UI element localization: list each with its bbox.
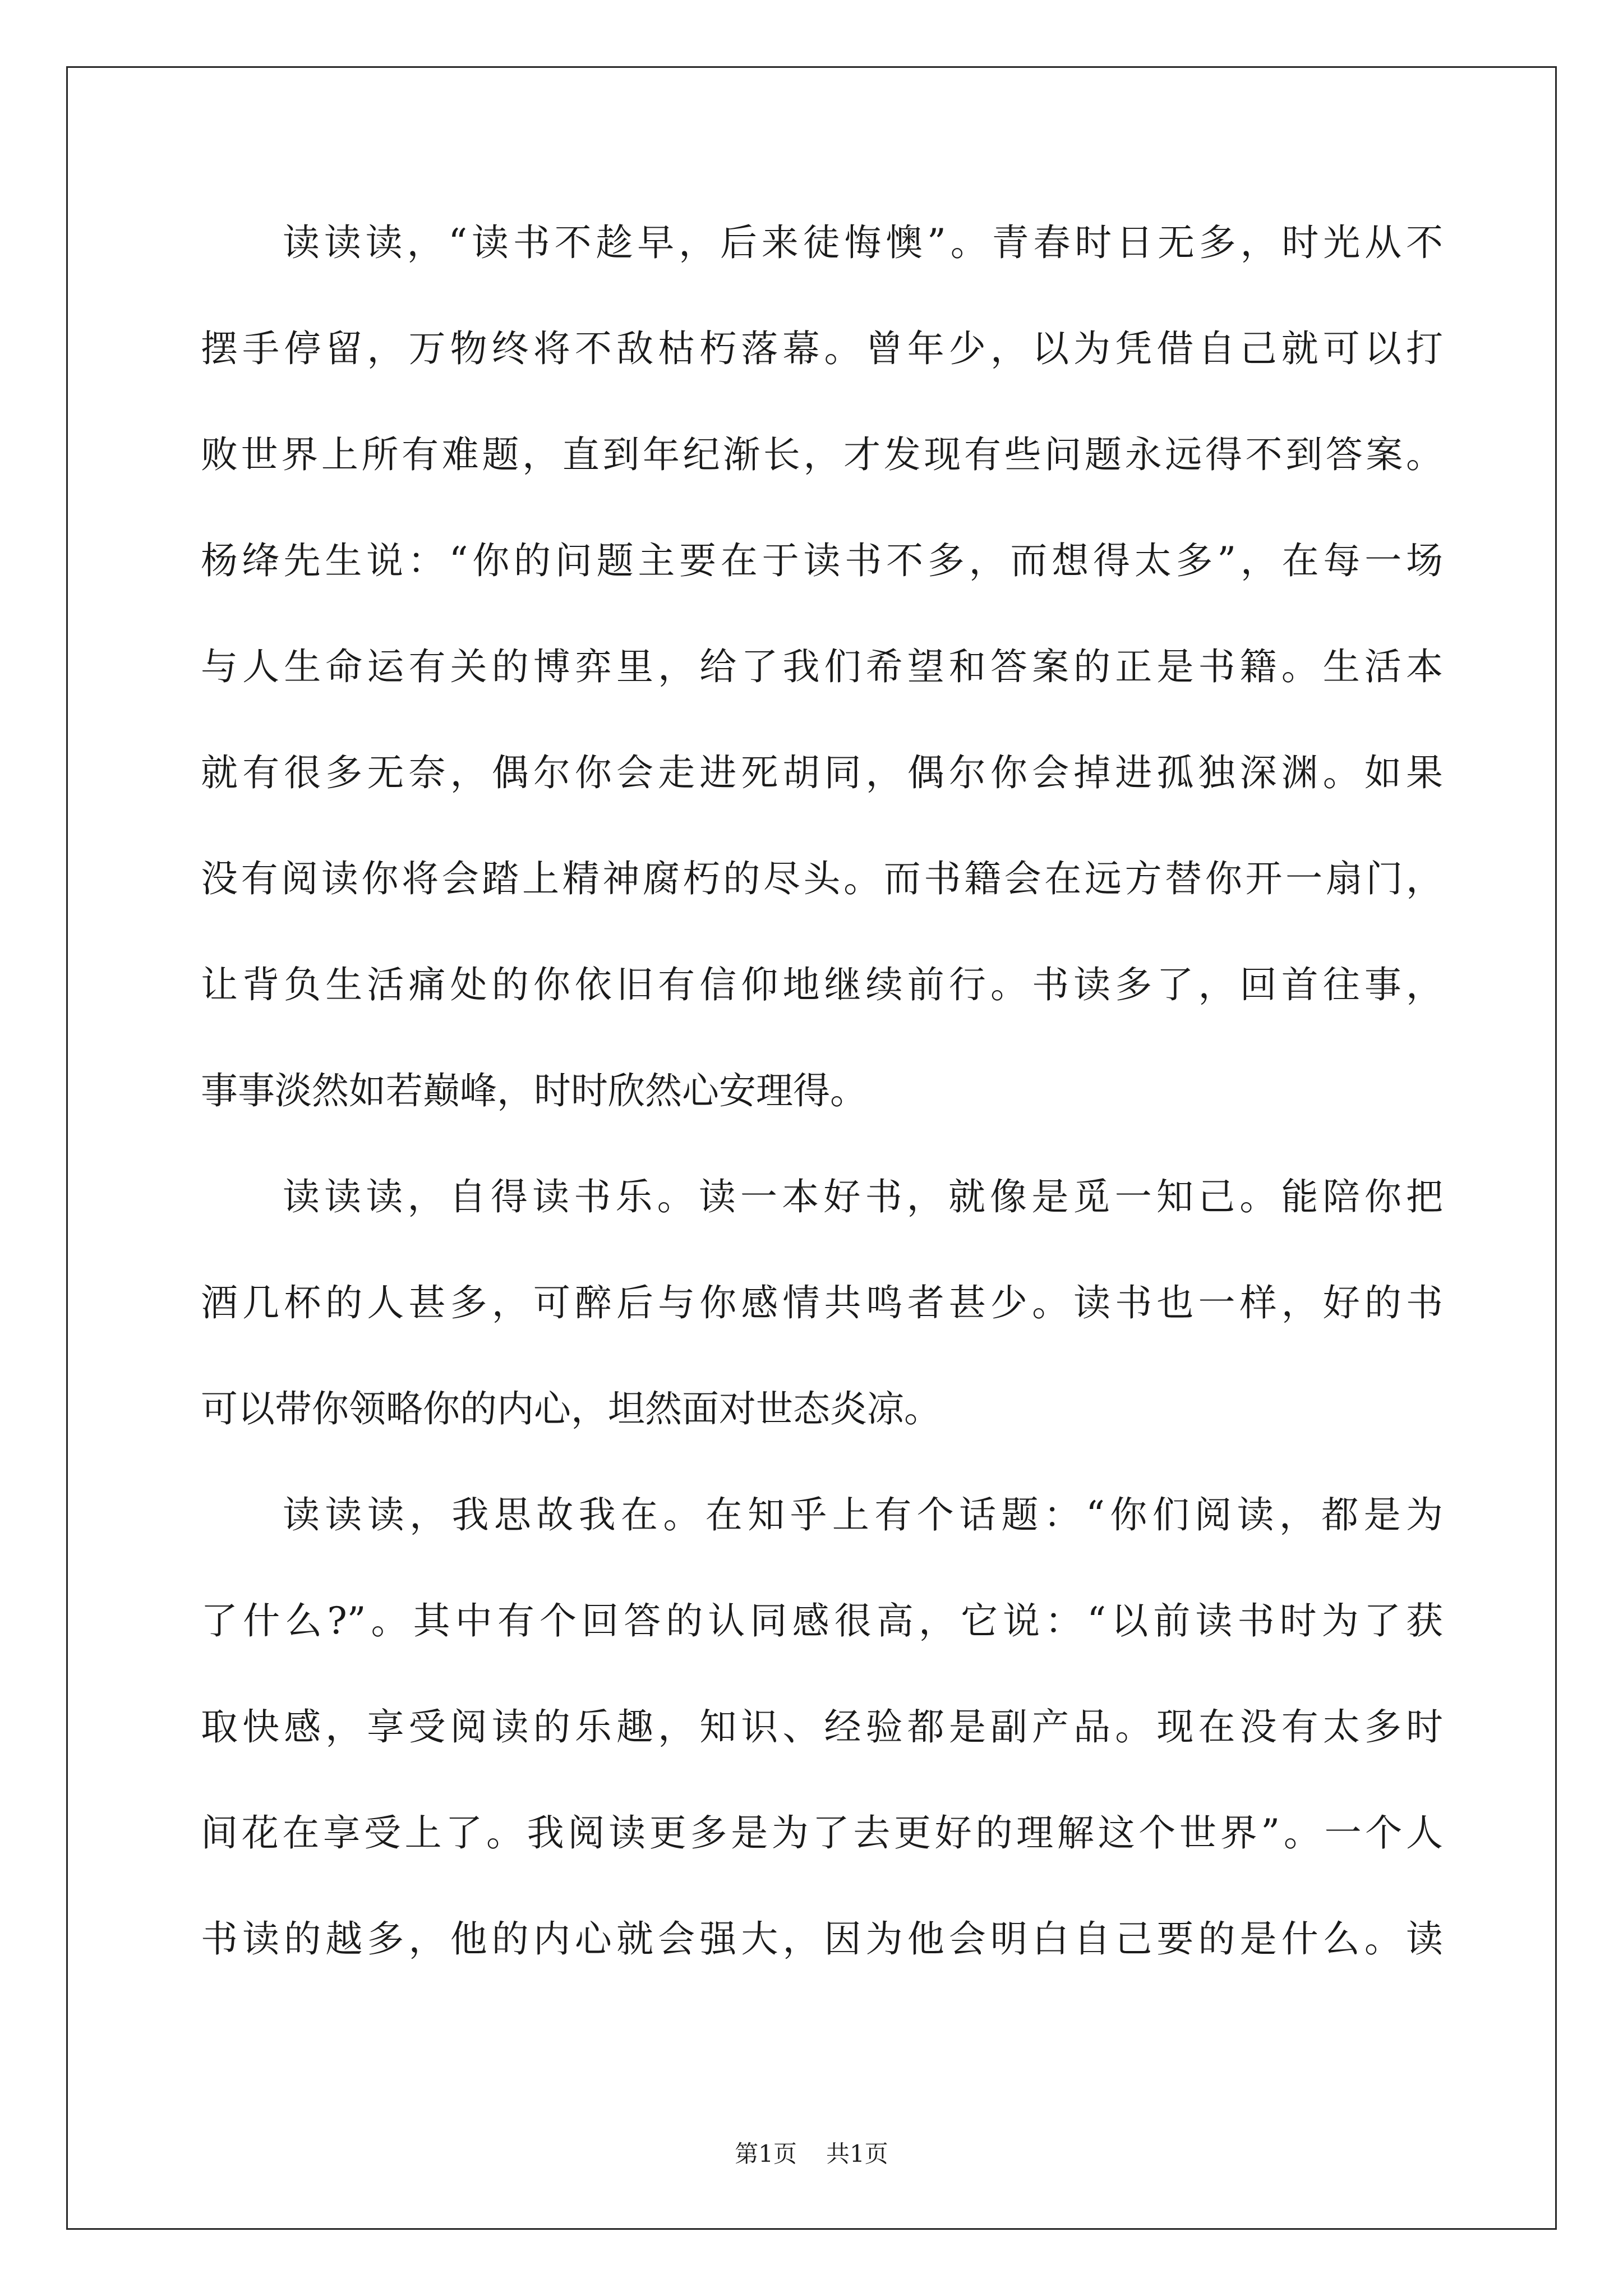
- paragraph-1-line-2: 摆手停留，万物终将不敌枯朽落幕。曾年少，以为凭借自己就可以打: [201, 327, 1443, 370]
- paragraph-3-line-3: 取快感，享受阅读的乐趣，知识、经验都是副产品。现在没有太多时: [201, 1705, 1443, 1749]
- page-footer: [0, 2138, 1623, 2170]
- paragraph-1-line-7: 没有阅读你将会踏上精神腐朽的尽头。而书籍会在远方替你开一扇门，: [201, 857, 1443, 900]
- page-number-label: 第1页: [735, 2140, 797, 2168]
- paragraph-2-line-1: 读读读，自得读书乐。读一本好书，就像是觅一知己。能陪你把: [283, 1175, 1443, 1218]
- document-body: [201, 211, 1443, 2014]
- paragraph-1-line-6: 就有很多无奈，偶尔你会走进死胡同，偶尔你会掉进孤独深渊。如果: [201, 751, 1443, 794]
- paragraph-3-line-5: 书读的越多，他的内心就会强大，因为他会明白自己要的是什么。读: [201, 1917, 1443, 1961]
- paragraph-1-line-1: 读读读，“读书不趁早，后来徒悔懊”。青春时日无多，时光从不: [283, 221, 1443, 264]
- paragraph-1-line-3: 败世界上所有难题，直到年纪渐长，才发现有些问题永远得不到答案。: [201, 433, 1443, 476]
- page-total-label: 共1页: [826, 2140, 888, 2168]
- paragraph-1-line-9: 事事淡然如若巅峰，时时欣然心安理得。: [201, 1069, 867, 1112]
- paragraph-2-line-3: 可以带你领略你的内心，坦然面对世态炎凉。: [201, 1387, 941, 1430]
- paragraph-3-line-1: 读读读，我思故我在。在知乎上有个话题：“你们阅读，都是为: [283, 1493, 1443, 1536]
- paragraph-1-line-5: 与人生命运有关的博弈里，给了我们希望和答案的正是书籍。生活本: [201, 645, 1443, 688]
- paragraph-3-line-2: 了什么?”。其中有个回答的认同感很高，它说：“以前读书时为了获: [201, 1599, 1443, 1642]
- paragraph-3-line-4: 间花在享受上了。我阅读更多是为了去更好的理解这个世界”。一个人: [201, 1811, 1443, 1855]
- paragraph-1-line-8: 让背负生活痛处的你依旧有信仰地继续前行。书读多了，回首往事，: [201, 963, 1443, 1006]
- paragraph-2-line-2: 酒几杯的人甚多，可醉后与你感情共鸣者甚少。读书也一样，好的书: [201, 1281, 1443, 1324]
- paragraph-1-line-4: 杨绛先生说：“你的问题主要在于读书不多，而想得太多”，在每一场: [201, 539, 1443, 582]
